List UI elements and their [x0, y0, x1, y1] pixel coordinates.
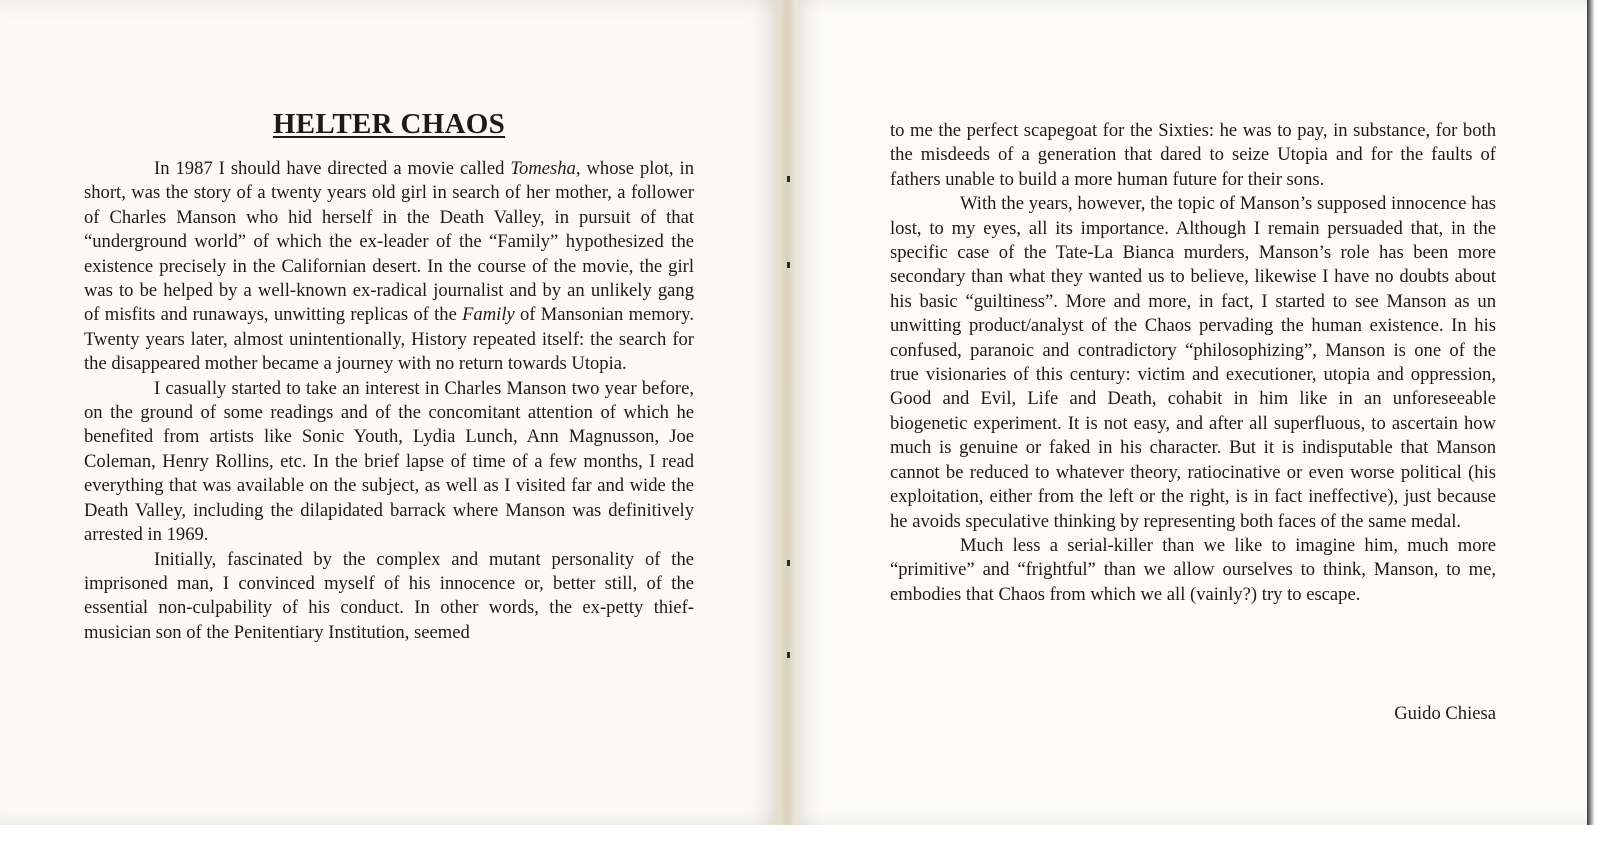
page-edge: [1587, 0, 1600, 844]
staple-mark: [787, 262, 790, 268]
paragraph: [84, 157, 694, 377]
author-signature: Guido Chiesa: [1394, 703, 1496, 724]
staple-mark: [787, 560, 790, 566]
spine-gutter: [778, 0, 798, 830]
staple-mark: [787, 176, 790, 182]
paragraph: Much less a serial-killer than we like to imagine him, much more “primitive” and “frightful” than we allow ourselves to think, Manson, to me, embodies that Chaos from which we all (vainly?) try to escape.: [890, 534, 1496, 605]
paragraph: With the years, however, the topic of Manson’s supposed innocence has lost, to my eyes, all its importance. Although I remain persuaded that, in the specific case of the Tate-La Bianca murders, Manson’s role has been more secondary than what they wanted us to believe, likewise I have no doubts about his basic “guiltiness”. More and more, in fact, I started to see Manson as un unwitting product/analyst of the Chaos pervading the human existence. In his confused, paranoic and contradictory “philosophizing”, Manson is one of the true visionaries of this century: victim and executioner, utopia and oppression, Good and Evil, Life and Death, cohabit in him like in an unforeseeable biogenetic experiment. It is not easy, and after all superfluous, to ascertain how much is genuine or faked in his character. But it is indisputable that Manson cannot be reduced to whatever theory, ratiocinative or even worse political (his exploitation, either from the left or the right, is in fact ineffective), just because he avoids speculative thinking by representing both faces of the same medal.: [890, 193, 1496, 532]
scan-margin: [0, 825, 1600, 844]
paragraph: Initially, fascinated by the complex and mutant personality of the imprisoned man, I convinced myself of his innocence or, better still, of the essential non-culpability of his conduct. In other words, the ex-petty thief-musician son of the Penitentiary Institution, seemed: [84, 548, 694, 643]
text-run: of Mansonian memory. Twenty years later, almost unintentionally, History repeated itself: the search for the disappeared mother became a journey with no return towards Utopia.: [84, 304, 694, 375]
right-column: [890, 119, 1496, 607]
article-title: HELTER CHAOS: [272, 108, 506, 140]
movie-title: Tomesha: [510, 158, 576, 179]
text-run: In 1987 I should have directed a movie called: [154, 158, 511, 179]
text-run: , whose plot, in short, was the story of a twenty years old girl in search of her mother, a follower of Charles Manson who hid herself in the Death Valley, in pursuit of that “underground world” of which the ex-leader of the “Family” hypothesized the existence precisely in the Californian desert. In the course of the movie, the girl was to be helped by a well-known ex-radical journalist and by an unlikely gang of misfits and runaways, unwitting replicas of the: [84, 158, 694, 326]
paragraph: I casually started to take an interest in Charles Manson two year before, on the ground of some readings and of the concomitant attention of which he benefited from artists like Sonic Youth, Lydia Lunch, Ann Magnusson, Joe Coleman, Henry Rollins, etc. In the brief lapse of time of a few months, I read everything that was available on the subject, as well as I visited far and wide the Death Valley, including the dilapidated barrack where Manson was definitively arrested in 1969.: [84, 377, 694, 546]
staple-mark: [787, 652, 790, 658]
paragraph: to me the perfect scapegoat for the Sixties: he was to pay, in substance, for both the misdeeds of a generation that dared to seize Utopia and for the faults of fathers unable to build a more human future for their sons.: [890, 120, 1496, 190]
family-term: Family: [462, 304, 515, 326]
left-column: [84, 157, 694, 645]
